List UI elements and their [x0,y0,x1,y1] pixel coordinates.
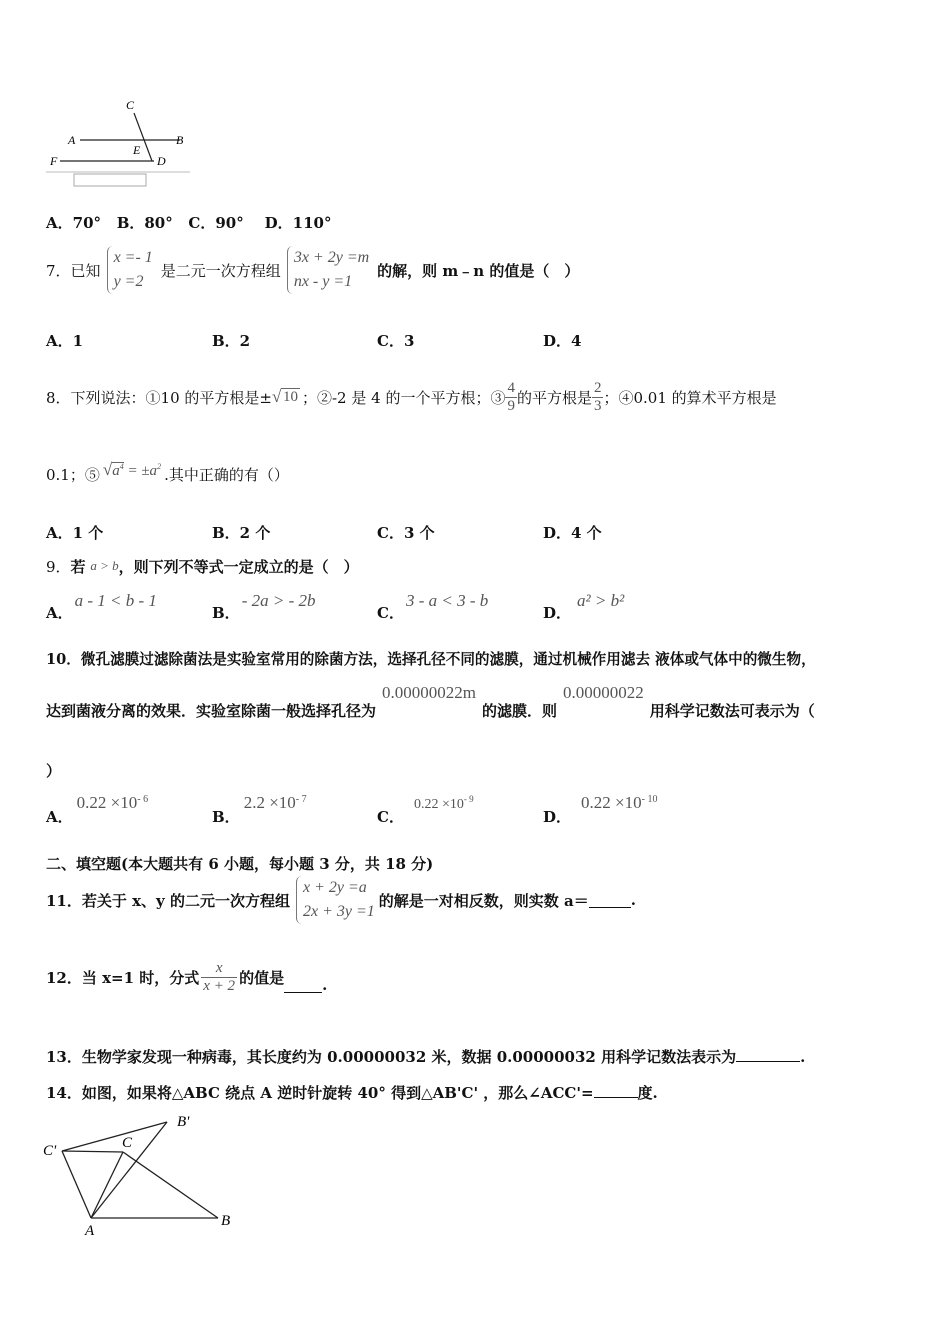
q9-text-1: 若 [70,558,86,576]
q7-sol-y: y =2 [113,273,144,290]
q7-option-c[interactable]: C．3 [377,332,415,350]
q6-option-d[interactable]: D．110° [264,214,332,232]
q7-number: 7． [46,261,71,280]
q10-value-2: 0.00000022 [563,683,644,702]
q10-option-b[interactable]: B．$2.2 \times 10^{- 7}$ [212,793,307,826]
q8-text-5: 0.1；⑤ [46,466,100,484]
label-B-prime: B' [177,1114,190,1130]
figure-rotation-triangles [40,1108,250,1243]
q7-eq2: nx - y =1 [293,273,353,290]
q6-option-b[interactable]: B．80° [116,214,173,232]
q10-line-1: 10．微孔滤膜过滤除菌法是实验室常用的除菌方法，选择孔径不同的滤膜，通过机械作用滤去 液体或气体中的微生物， [46,651,816,668]
label-C: C [126,98,135,112]
q9-text-2: ，则下列不等式一定成立的是（ ） [118,558,359,576]
label-D: D [157,154,166,168]
label-E: E [133,143,141,157]
q7-system [287,246,369,294]
q10-option-c[interactable]: C．$0.22 \times 10^{- 9}$ [377,794,474,826]
q14-text: 14．如图，如果将△ABC 绕点 A 逆时针旋转 40° 得到△AB'C' ，那么∠ACC'= [46,1084,594,1102]
q10-line-3: ） [46,762,62,780]
q10-option-d[interactable]: D．$0.22 \times 10^{- 10}$ [543,793,658,826]
q10-line-2 [46,683,815,721]
question-12 [46,960,327,994]
q12-answer-blank[interactable] [284,978,322,993]
label-B: B [221,1213,231,1229]
q9-option-c[interactable]: C．3 - a < 3 - b [377,591,489,622]
label-B: B [176,133,184,147]
q7-sol-x: x =- 1 [113,249,153,266]
q8-sqrt10: √ 10 [271,386,298,406]
q8-frac-2-3: $\frac{2}{3}$ [593,380,602,414]
q8-frac-4-9: $\frac{4}{9}$ [507,380,515,414]
q14-end: 度. [637,1084,658,1102]
q8-text-6: .其中正确的有（） [164,466,289,484]
question-8 [46,362,777,432]
q8-text-3: 的平方根是 [516,388,592,407]
question-9 [46,556,359,577]
q9-condition: a > b [90,558,119,573]
q11-eq1: x + 2y =a [302,879,367,896]
q11-text-b: 的解是一对相反数，则实数 a＝ [378,891,589,910]
q12-fraction: $\frac{x}{x + 2}$ [203,960,236,994]
q8-text-1: 下列说法：①10 的平方根是± [70,388,272,407]
q7-solution [107,246,153,294]
q8-expr5: $√a^4 = \pm a^2$ [102,459,162,479]
label-F: F [50,154,58,168]
q10-value-1: 0.00000022m [382,683,476,702]
q13-text: 13．生物学家发现一种病毒，其长度约为 0.00000032 米，数据 0.00000032 用科学记数法表示为 [46,1048,737,1066]
question-11 [46,876,636,924]
q10-options [46,792,906,826]
q6-options [46,212,331,233]
q7-option-a[interactable]: A．1 [46,332,84,350]
label-C: C [122,1135,133,1151]
q8-option-b[interactable]: B．2 个 [212,524,271,542]
q12-text-a: 12．当 x=1 时，分式 [46,968,200,987]
q7-eq1: 3x + 2y =m [293,249,370,266]
q13-end: . [800,1048,806,1066]
q10-option-a[interactable]: A．$0.22 \times 10^{- 6}$ [46,793,149,826]
q11-eq2: 2x + 3y =1 [302,903,375,920]
q7-mid: 是二元一次方程组 [160,261,281,280]
q11-system [296,876,375,924]
q12-text-b: 的值是 [239,968,285,987]
figure-parallel-lines [40,95,200,190]
question-14 [46,1082,658,1103]
q8-option-c[interactable]: C．3 个 [377,524,435,542]
q11-text-a: 11．若关于 x、y 的二元一次方程组 [46,891,290,910]
q8-text-2: ；②-2 是 4 的一个平方根；③ [301,388,506,407]
q11-answer-blank[interactable] [589,893,631,908]
label-C-prime: C' [43,1143,57,1159]
question-13 [46,1046,805,1067]
q10-text-b: 的滤膜．则 [482,702,558,720]
q7-option-b[interactable]: B．2 [212,332,251,350]
q8-option-a[interactable]: A．1 个 [46,524,104,542]
q9-option-d[interactable]: D．a² > b² [543,591,625,622]
section-2-heading: 二、填空题(本大题共有 6 小题，每小题 3 分，共 18 分) [46,855,434,873]
label-A: A [85,1223,95,1239]
q8-text-4: ；④0.01 的算术平方根是 [603,388,777,407]
q12-end: . [322,976,328,994]
q9-options [46,590,906,624]
q8-option-d[interactable]: D．4 个 [543,524,602,542]
q10-text-c: 用科学记数法可表示为（ [649,702,815,720]
q10-text-a: 达到菌液分离的效果．实验室除菌一般选择孔径为 [46,702,377,720]
q8-line-2 [46,459,289,485]
q7-option-d[interactable]: D．4 [543,332,582,350]
q6-option-a[interactable]: A．70° [46,214,102,232]
q6-option-c[interactable]: C．90° [188,214,244,232]
q9-number: 9． [46,558,71,576]
label-A: A [68,133,76,147]
q7-suffix: 的解，则 m﹣n 的值是（ ） [377,261,580,280]
q13-answer-blank[interactable] [736,1047,800,1062]
q14-answer-blank[interactable] [594,1083,638,1098]
q11-end: . [630,891,636,909]
q7-prefix: 已知 [70,261,101,280]
q9-option-a[interactable]: A．a - 1 < b - 1 [46,591,157,622]
question-7 [46,246,579,294]
q9-option-b[interactable]: B．- 2a > - 2b [212,591,316,622]
q8-number: 8． [46,388,71,407]
